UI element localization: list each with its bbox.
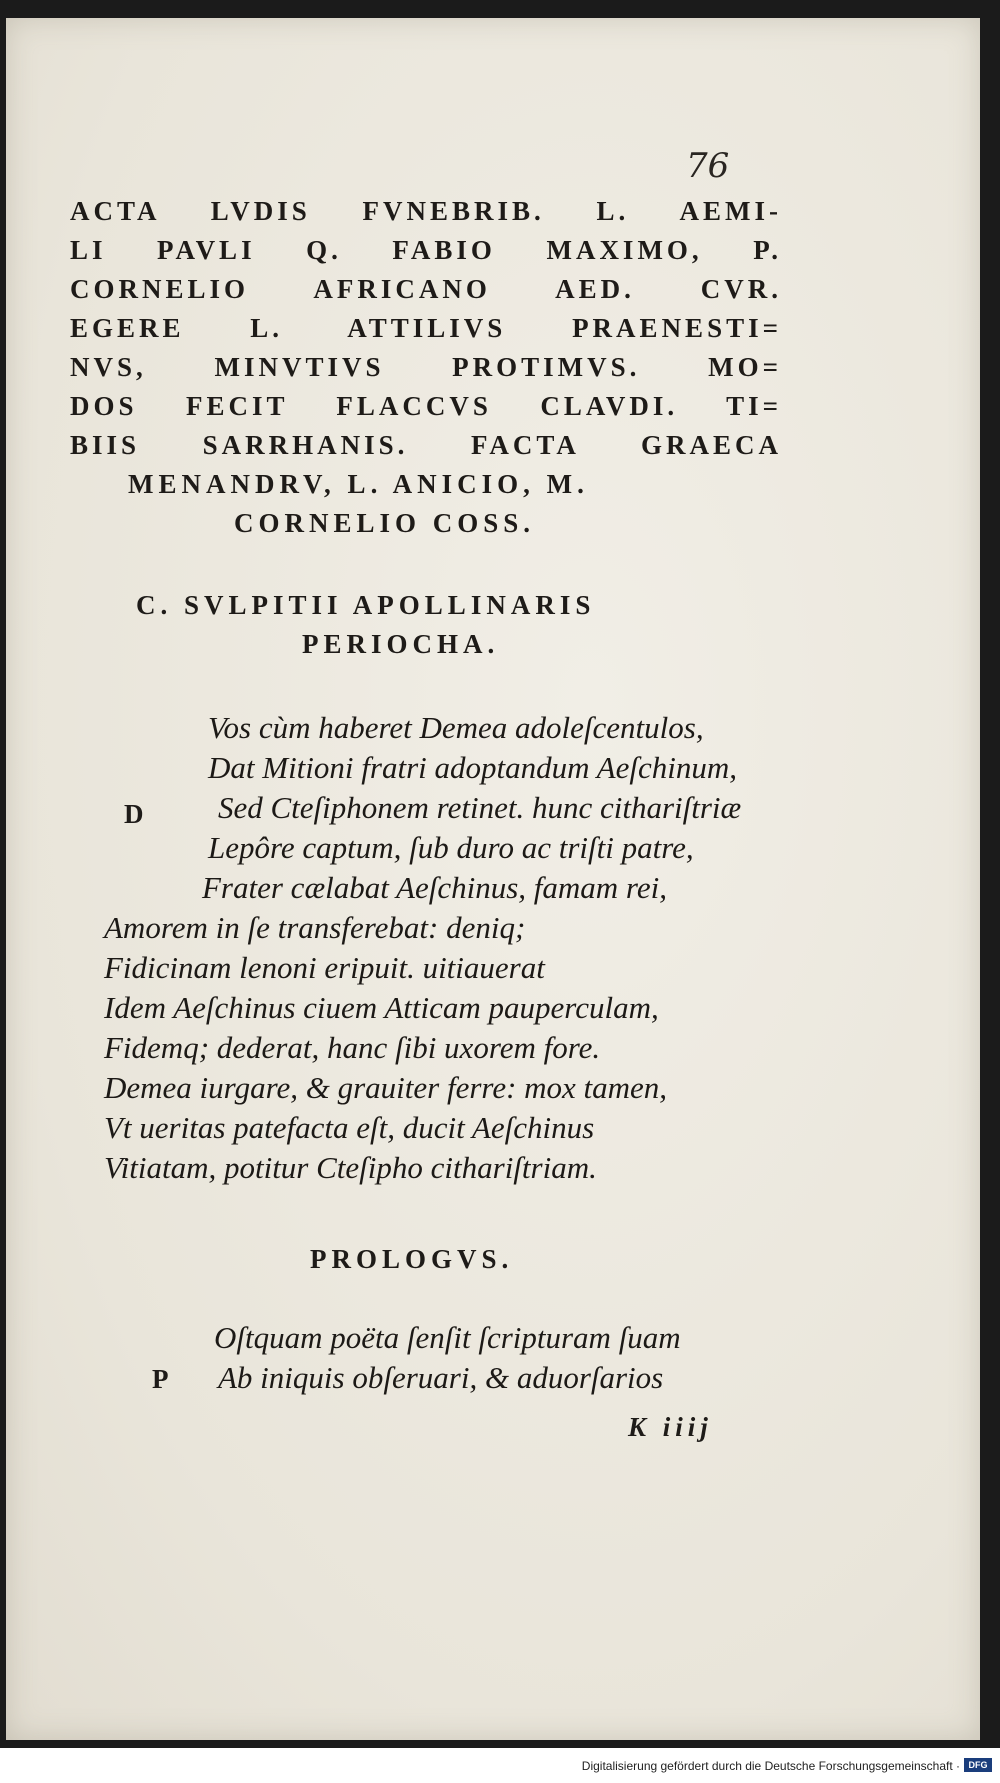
heading-line: EGERE L. ATTILIVS PRAENESTI= xyxy=(70,313,782,343)
footer-credit: Digitalisierung gefördert durch die Deutsche Forschungsgemeinschaft · xyxy=(581,1759,960,1773)
heading-line: ACTA LVDIS FVNEBRIB. L. AEMI- xyxy=(70,196,782,226)
verse-line: Vos cùm haberet Demea adoleſcentulos, xyxy=(208,710,704,745)
heading-line: DOS FECIT FLACCVS CLAVDI. TI= xyxy=(70,391,782,421)
heading-line: NVS, MINVTIVS PROTIMVS. MO= xyxy=(70,352,782,382)
periocha-title-line: C. SVLPITII APOLLINARIS xyxy=(136,590,596,620)
prologus-title: PROLOGVS. xyxy=(310,1244,514,1274)
heading-line: CORNELIO COSS. xyxy=(234,508,536,538)
verse-line: Oſtquam poëta ſenſit ſcripturam ſuam xyxy=(214,1320,681,1355)
drop-initial: D xyxy=(124,799,144,829)
footer-bar xyxy=(0,1748,1000,1783)
heading-line: LI PAVLI Q. FABIO MAXIMO, P. xyxy=(70,235,782,265)
verse-line: Lepôre captum, ſub duro ac triſti patre, xyxy=(208,830,694,865)
heading-line: CORNELIO AFRICANO AED. CVR. xyxy=(70,274,782,304)
heading-line: MENANDRV, L. ANICIO, M. xyxy=(128,469,589,499)
verse-line: Vitiatam, potitur Cteſipho cithariſtriam. xyxy=(104,1150,597,1185)
verse-line: Frater cælabat Aeſchinus, famam rei, xyxy=(202,870,667,905)
dfg-logo-icon: DFG xyxy=(964,1758,992,1772)
verse-line: Sed Cteſiphonem retinet. hunc cithariſtriæ xyxy=(218,790,742,825)
verse-line: Vt ueritas patefacta eſt, ducit Aeſchinus xyxy=(104,1110,595,1145)
verse-line: Fidemq; dederat, hanc ſibi uxorem fore. xyxy=(104,1030,601,1065)
verse-line: Fidicinam lenoni eripuit. uitiauerat xyxy=(104,950,545,985)
verse-line: Idem Aeſchinus ciuem Atticam pauperculam, xyxy=(104,990,659,1025)
heading-line: BIIS SARRHANIS. FACTA GRAECA xyxy=(70,430,782,460)
periocha-title-line: PERIOCHA. xyxy=(302,629,500,659)
signature-mark: K iiij xyxy=(628,1412,713,1442)
folio-number: 76 xyxy=(686,146,730,186)
verse-line: Amorem in ſe transferebat: deniq; xyxy=(104,910,526,945)
drop-initial: P xyxy=(152,1364,169,1394)
book-page xyxy=(6,18,980,1740)
verse-line: Dat Mitioni fratri adoptandum Aeſchinum, xyxy=(208,750,737,785)
verse-line: Ab iniquis obſeruari, & aduorſarios xyxy=(218,1360,664,1395)
verse-line: Demea iurgare, & grauiter ferre: mox tamen, xyxy=(104,1070,668,1105)
